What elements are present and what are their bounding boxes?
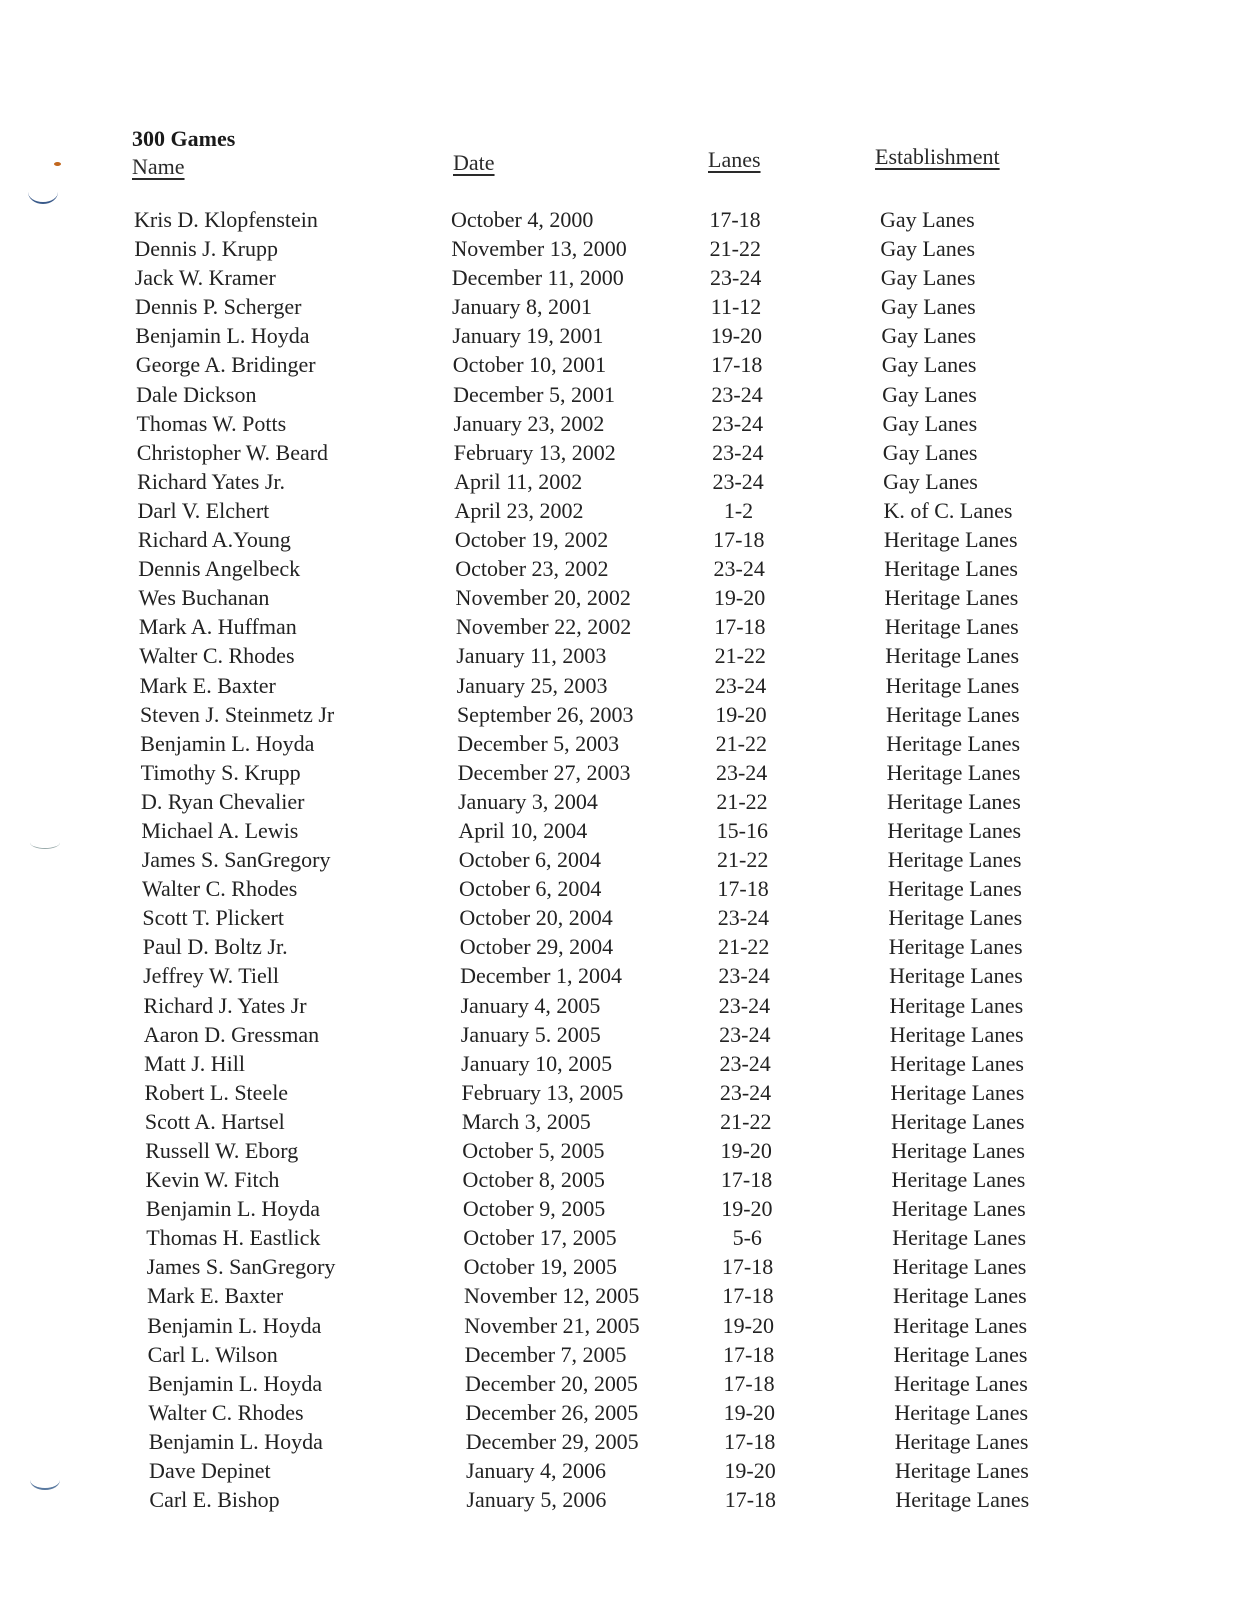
establishment-cell: Heritage Lanes: [893, 1341, 1028, 1367]
date-cell: January 25, 2003: [456, 672, 608, 698]
table-row: [13, 1252, 1245, 1281]
name-cell: Walter C. Rhodes: [148, 1399, 304, 1425]
name-cell: Robert L. Steele: [144, 1079, 289, 1105]
establishment-cell: Heritage Lanes: [891, 1167, 1026, 1193]
establishment-cell: Heritage Lanes: [885, 643, 1020, 669]
name-cell: Russell W. Eborg: [145, 1138, 299, 1163]
header-establishment: Establishment: [875, 144, 1000, 169]
name-cell: Scott A. Hartsel: [144, 1108, 285, 1134]
lanes-cell: 21-22: [714, 643, 766, 669]
lanes-cell: 17-18: [713, 527, 765, 553]
name-cell: Timothy S. Krupp: [140, 759, 301, 785]
table-row: [7, 758, 1245, 787]
date-cell: October 19, 2002: [454, 527, 609, 553]
lanes-cell: 17-18: [711, 352, 763, 378]
lanes-cell: 23-24: [712, 468, 764, 494]
date-cell: October 20, 2004: [459, 905, 613, 931]
name-cell: Benjamin L. Hoyda: [135, 323, 310, 349]
table-row: [15, 1456, 1245, 1485]
header-lanes: Lanes: [708, 147, 761, 172]
lanes-cell: 21-22: [715, 730, 767, 756]
establishment-cell: Gay Lanes: [882, 439, 978, 465]
lanes-cell: 11-12: [710, 294, 762, 320]
lanes-cell: 19-20: [724, 1458, 776, 1484]
establishment-cell: Heritage Lanes: [888, 876, 1022, 902]
establishment-cell: Heritage Lanes: [887, 847, 1022, 873]
lanes-cell: 23-24: [719, 1050, 771, 1076]
establishment-cell: Gay Lanes: [881, 294, 976, 320]
name-cell: George A. Bridinger: [135, 352, 316, 378]
lanes-cell: 21-22: [718, 934, 770, 960]
date-cell: January 4, 2005: [460, 992, 601, 1018]
name-cell: Darl V. Elchert: [137, 497, 270, 523]
establishment-cell: Heritage Lanes: [890, 1079, 1025, 1105]
establishment-cell: Heritage Lanes: [890, 1108, 1025, 1134]
date-cell: December 11, 2000: [451, 265, 624, 291]
establishment-cell: Gay Lanes: [881, 352, 977, 378]
lanes-cell: 17-18: [720, 1167, 773, 1193]
establishment-cell: Heritage Lanes: [884, 585, 1019, 611]
establishment-cell: Heritage Lanes: [886, 759, 1021, 785]
table-row: [8, 903, 1245, 932]
table-row: [7, 816, 1245, 845]
lanes-cell: 17-18: [722, 1341, 775, 1367]
table-row: [14, 1369, 1245, 1398]
table-row: [10, 1049, 1245, 1078]
lanes-cell: 17-18: [717, 876, 769, 902]
date-cell: January 19, 2001: [452, 323, 604, 349]
date-cell: November 13, 2000: [451, 236, 627, 262]
name-cell: Carl E. Bishop: [149, 1487, 280, 1513]
table-row: [1, 263, 1245, 292]
table-row: [5, 641, 1245, 670]
name-cell: Benjamin L. Hoyda: [147, 1312, 322, 1338]
table-row: [14, 1398, 1245, 1427]
name-cell: James S. SanGregory: [141, 847, 331, 873]
date-cell: December 5, 2001: [453, 381, 615, 407]
table-row: [13, 1281, 1245, 1310]
name-cell: Christopher W. Beard: [136, 439, 329, 465]
name-cell: Benjamin L. Hoyda: [148, 1428, 323, 1454]
name-cell: Dale Dickson: [136, 381, 257, 407]
lanes-cell: 15-16: [716, 817, 769, 843]
lanes-cell: 23-24: [714, 672, 767, 698]
table-row: [9, 991, 1245, 1020]
lanes-cell: 19-20: [723, 1399, 776, 1425]
name-cell: Steven J. Steinmetz Jr: [139, 701, 335, 727]
establishment-cell: K. of C. Lanes: [883, 497, 1013, 523]
date-cell: October 5, 2005: [462, 1138, 605, 1163]
name-cell: Paul D. Boltz Jr.: [142, 934, 288, 960]
lanes-cell: 17-18: [723, 1370, 775, 1396]
establishment-cell: Heritage Lanes: [890, 1050, 1024, 1076]
establishment-cell: Heritage Lanes: [889, 1021, 1024, 1047]
date-cell: December 5, 2003: [457, 730, 620, 756]
lanes-cell: 5-6: [732, 1225, 762, 1251]
date-cell: October 19, 2005: [463, 1254, 617, 1280]
lanes-cell: 17-18: [721, 1254, 774, 1280]
table-row: [14, 1340, 1245, 1369]
establishment-cell: Heritage Lanes: [894, 1370, 1028, 1396]
establishment-cell: Heritage Lanes: [884, 556, 1018, 582]
name-cell: Benjamin L. Hoyda: [148, 1370, 323, 1396]
lanes-cell: 23-24: [711, 381, 763, 407]
lanes-cell: 23-24: [718, 963, 770, 989]
table-row: [15, 1427, 1245, 1456]
name-cell: D. Ryan Chevalier: [141, 788, 305, 814]
scan-mark-dot: [54, 162, 61, 166]
name-cell: Jeffrey W. Tiell: [143, 963, 279, 989]
name-cell: Mark E. Baxter: [139, 672, 276, 698]
establishment-cell: Gay Lanes: [880, 236, 976, 262]
lanes-cell: 21-22: [720, 1108, 772, 1134]
name-cell: Mark A. Huffman: [138, 614, 297, 640]
establishment-cell: Heritage Lanes: [891, 1196, 1026, 1222]
date-cell: January 11, 2003: [456, 643, 607, 669]
lanes-cell: 23-24: [719, 1079, 772, 1105]
date-cell: January 10, 2005: [461, 1050, 613, 1076]
name-cell: Walter C. Rhodes: [142, 876, 298, 902]
establishment-cell: Heritage Lanes: [888, 934, 1023, 960]
date-cell: December 20, 2005: [465, 1370, 638, 1396]
name-cell: Dennis Angelbeck: [138, 556, 301, 582]
table-row: [3, 438, 1245, 467]
table-row: [9, 961, 1245, 990]
lanes-cell: 23-24: [712, 439, 764, 465]
name-cell: Dennis J. Krupp: [134, 236, 278, 262]
table-row: [7, 787, 1245, 816]
name-cell: Aaron D. Gressman: [143, 1021, 320, 1047]
lanes-cell: 19-20: [721, 1196, 773, 1222]
table-row: [2, 380, 1245, 409]
table-row: [5, 583, 1245, 612]
table-row: [11, 1078, 1245, 1107]
name-cell: James S. SanGregory: [146, 1254, 336, 1280]
date-cell: October 29, 2004: [459, 934, 614, 960]
date-cell: December 29, 2005: [465, 1428, 639, 1454]
date-cell: January 23, 2002: [453, 410, 605, 436]
lanes-cell: 23-24: [713, 556, 765, 582]
table-row: [11, 1107, 1245, 1136]
table-row: [11, 1136, 1245, 1165]
table-row: [4, 554, 1245, 583]
establishment-cell: Heritage Lanes: [886, 730, 1021, 756]
date-cell: January 8, 2001: [452, 294, 592, 320]
date-cell: September 26, 2003: [456, 701, 634, 727]
table-row: [12, 1194, 1245, 1223]
name-cell: Matt J. Hill: [144, 1050, 245, 1076]
date-cell: November 22, 2002: [455, 614, 632, 640]
table-row: [2, 409, 1245, 438]
table-row: [6, 729, 1245, 758]
date-cell: March 3, 2005: [461, 1108, 591, 1134]
lanes-cell: 17-18: [722, 1283, 774, 1309]
name-cell: Wes Buchanan: [138, 585, 270, 611]
name-cell: Thomas H. Eastlick: [146, 1225, 321, 1251]
date-cell: October 23, 2002: [455, 556, 609, 582]
lanes-cell: 19-20: [710, 323, 763, 349]
scan-mark-arc: [28, 180, 58, 204]
establishment-cell: Heritage Lanes: [887, 817, 1022, 843]
establishment-cell: Heritage Lanes: [888, 905, 1023, 931]
date-cell: April 10, 2004: [458, 817, 588, 843]
lanes-cell: 17-18: [724, 1428, 776, 1454]
lanes-cell: 19-20: [713, 585, 766, 611]
establishment-cell: Heritage Lanes: [895, 1458, 1029, 1484]
date-cell: April 11, 2002: [454, 468, 583, 494]
table-row: [1, 292, 1245, 321]
lanes-cell: 19-20: [720, 1138, 772, 1163]
table-row: [6, 700, 1245, 729]
table-row: [12, 1165, 1245, 1194]
lanes-cell: 23-24: [718, 992, 771, 1018]
name-cell: Thomas W. Potts: [136, 410, 287, 436]
lanes-cell: 23-24: [719, 1021, 771, 1047]
establishment-cell: Heritage Lanes: [892, 1225, 1027, 1251]
establishment-cell: Heritage Lanes: [884, 614, 1019, 640]
table-row: [3, 467, 1245, 496]
name-cell: Kris D. Klopfenstein: [134, 207, 318, 232]
establishment-cell: Heritage Lanes: [889, 963, 1023, 989]
name-cell: Dennis P. Scherger: [135, 294, 302, 320]
lanes-cell: 17-18: [709, 207, 761, 232]
date-cell: October 9, 2005: [462, 1196, 606, 1222]
name-cell: Walter C. Rhodes: [139, 643, 295, 669]
table-row: [4, 496, 1245, 525]
establishment-cell: Gay Lanes: [882, 410, 978, 436]
name-cell: Richard J. Yates Jr: [143, 992, 307, 1018]
name-cell: Dave Depinet: [149, 1458, 271, 1484]
date-cell: October 6, 2004: [459, 876, 602, 902]
table-row: [12, 1223, 1245, 1252]
establishment-cell: Heritage Lanes: [894, 1399, 1029, 1425]
date-cell: January 4, 2006: [466, 1458, 606, 1484]
name-cell: Benjamin L. Hoyda: [140, 730, 315, 756]
name-cell: Benjamin L. Hoyda: [145, 1196, 321, 1222]
table-row: [10, 1020, 1245, 1049]
table-row: [4, 525, 1245, 554]
lanes-cell: 21-22: [716, 788, 768, 814]
table-row: [15, 1485, 1245, 1514]
lanes-cell: 17-18: [714, 614, 766, 640]
lanes-cell: 23-24: [717, 905, 770, 931]
page-title: 300 Games: [132, 126, 236, 151]
lanes-cell: 21-22: [709, 236, 762, 262]
header-name: Name: [132, 154, 185, 179]
table-row: [2, 350, 1245, 379]
establishment-cell: Heritage Lanes: [892, 1283, 1027, 1309]
date-cell: January 5, 2006: [466, 1487, 607, 1513]
header-date: Date: [453, 150, 495, 175]
date-cell: December 7, 2005: [464, 1341, 627, 1367]
establishment-cell: Heritage Lanes: [885, 701, 1020, 727]
establishment-cell: Heritage Lanes: [889, 992, 1024, 1018]
table-row: [0, 205, 1245, 234]
date-cell: February 13, 2002: [453, 439, 616, 465]
table-row: [5, 612, 1245, 641]
table-row: [1, 321, 1245, 350]
establishment-cell: Heritage Lanes: [885, 672, 1020, 698]
lanes-cell: 23-24: [711, 410, 764, 436]
table-row: [0, 234, 1245, 263]
establishment-cell: Heritage Lanes: [887, 788, 1021, 814]
establishment-cell: Gay Lanes: [882, 381, 977, 407]
table-row: [8, 845, 1245, 874]
establishment-cell: Heritage Lanes: [893, 1312, 1028, 1338]
lanes-cell: 21-22: [717, 847, 769, 873]
table-row: [9, 932, 1245, 961]
date-cell: October 8, 2005: [462, 1167, 605, 1193]
establishment-cell: Gay Lanes: [883, 468, 978, 494]
date-cell: January 5. 2005: [460, 1021, 601, 1047]
lanes-cell: 1-2: [723, 497, 754, 523]
establishment-cell: Heritage Lanes: [891, 1138, 1025, 1163]
name-cell: Kevin W. Fitch: [145, 1167, 280, 1193]
establishment-cell: Heritage Lanes: [895, 1487, 1030, 1513]
establishment-cell: Heritage Lanes: [883, 527, 1018, 553]
name-cell: Carl L. Wilson: [147, 1341, 278, 1367]
table-row: [6, 671, 1245, 700]
lanes-cell: 19-20: [722, 1312, 774, 1338]
date-cell: October 4, 2000: [451, 207, 594, 232]
table-row: [13, 1311, 1245, 1340]
date-cell: October 17, 2005: [463, 1225, 617, 1251]
name-cell: Richard A.Young: [137, 527, 291, 553]
establishment-cell: Heritage Lanes: [894, 1428, 1029, 1454]
games-table: [0, 205, 1245, 1514]
date-cell: December 26, 2005: [465, 1399, 639, 1425]
name-cell: Mark E. Baxter: [146, 1283, 284, 1309]
date-cell: November 12, 2005: [463, 1283, 640, 1309]
establishment-cell: Gay Lanes: [880, 207, 975, 232]
name-cell: Richard Yates Jr.: [137, 468, 286, 494]
establishment-cell: Gay Lanes: [881, 323, 977, 349]
date-cell: November 20, 2002: [455, 585, 631, 611]
lanes-cell: 23-24: [715, 759, 768, 785]
date-cell: December 27, 2003: [457, 759, 631, 785]
date-cell: December 1, 2004: [460, 963, 622, 989]
name-cell: Michael A. Lewis: [141, 817, 299, 843]
date-cell: November 21, 2005: [464, 1312, 640, 1338]
name-cell: Jack W. Kramer: [134, 265, 276, 291]
establishment-cell: Gay Lanes: [880, 265, 976, 291]
table-row: [8, 874, 1245, 903]
lanes-cell: 19-20: [715, 701, 767, 727]
date-cell: February 13, 2005: [461, 1079, 624, 1105]
name-cell: Scott T. Plickert: [142, 905, 284, 931]
date-cell: April 23, 2002: [454, 497, 584, 523]
lanes-cell: 23-24: [710, 265, 762, 291]
date-cell: January 3, 2004: [458, 788, 598, 814]
date-cell: October 6, 2004: [458, 847, 602, 873]
lanes-cell: 17-18: [724, 1487, 777, 1513]
establishment-cell: Heritage Lanes: [892, 1254, 1027, 1280]
date-cell: October 10, 2001: [452, 352, 607, 378]
